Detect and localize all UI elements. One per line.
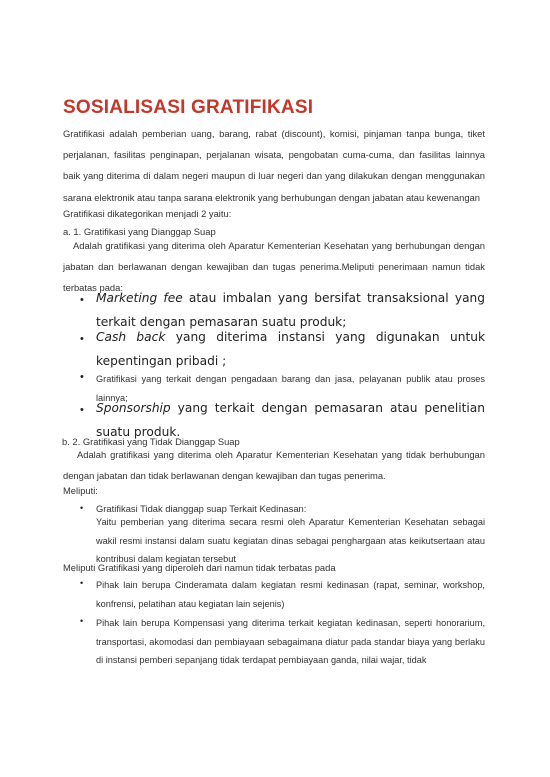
list-item bbox=[96, 576, 485, 613]
list-item-text: atau imbalan yang bersifat transaksional yang terkait dengan pemasaran suatu produk; bbox=[96, 291, 486, 329]
meliputi-label: Meliputi: bbox=[63, 485, 98, 496]
list-item-text: Gratifikasi yang terkait dengan pengadaan barang dan jasa, pelayanan publik atau proses lainnya; bbox=[96, 374, 485, 403]
categories-intro: Gratifikasi dikategorikan menjadi 2 yaitu: bbox=[63, 208, 232, 219]
bullet-icon: • bbox=[80, 503, 84, 513]
section-a-heading: a. 1. Gratifikasi yang Dianggap Suap bbox=[63, 226, 216, 237]
bullet-icon: • bbox=[80, 371, 84, 383]
section-a-description: Adalah gratifikasi yang diterima oleh Aparatur Kementerian Kesehatan yang berhubungan dengan jabatan dan berlawanan dengan kewajiban dan tugas penerima.Meliputi penerimaan namun tidak terbatas pada: bbox=[63, 240, 485, 294]
bullet-icon: • bbox=[80, 404, 84, 416]
bullet-icon: • bbox=[80, 578, 84, 588]
diperoleh-heading: Meliputi Gratifikasi yang diperoleh dari namun tidak terbatas pada bbox=[63, 562, 336, 573]
list-item-text: Pihak lain berupa Kompensasi yang diterima terkait kegiatan kedinasan, seperti honorarium, transportasi, akomodasi dan pembiayaan sebagaimana diatur pada standar biaya yang berlaku di instansi pemberi sepanjang tidak terdapat pembiayaan ganda, nilai wajar, tidak bbox=[96, 618, 485, 666]
section-b-heading: b. 2. Gratifikasi yang Tidak Dianggap Suap bbox=[62, 436, 240, 447]
bullet-icon: • bbox=[80, 333, 84, 345]
bullet-icon: • bbox=[80, 616, 84, 626]
intro-paragraph: Gratifikasi adalah pemberian uang, barang, rabat (discount), komisi, pinjaman tanpa bunga, tiket perjalanan, fasilitas penginapan, perjalanan wisata, pengobatan cuma-cuma, dan fasilitas lainnya baik yang diterima di dalam negeri maupun di luar negeri dan yang dilakukan dengan menggunakan sarana elektronik atau tanpa sarana elektronik yang berhubungan dengan jabatan atau kewenangan bbox=[63, 128, 485, 203]
kedinasan-description: Yaitu pemberian yang diterima secara resmi oleh Aparatur Kementerian Kesehatan sebagai wakil resmi instansi dalam suatu kegiatan dinas sebagai penghargaan atas keikutsertaan atau kontribusi dalam kegiatan tersebut bbox=[96, 517, 485, 565]
bullet-icon: • bbox=[80, 294, 84, 306]
list-item-text: Pihak lain berupa Cinderamata dalam kegiatan resmi kedinasan (rapat, seminar, workshop, konfrensi, pelatihan atau kegiatan lain sejenis) bbox=[96, 580, 485, 609]
list-item-term: Sponsorship bbox=[96, 401, 171, 415]
kedinasan-item: Gratifikasi Tidak dianggap suap Terkait Kedinasan: bbox=[96, 503, 307, 514]
list-item bbox=[96, 325, 485, 373]
list-item-term: Cash back bbox=[96, 330, 166, 344]
list-item bbox=[96, 614, 485, 670]
list-item-term: Marketing fee bbox=[96, 291, 183, 305]
list-item-text: yang terkait dengan pemasaran atau penelitian suatu produk. bbox=[96, 401, 485, 439]
section-b-description: Adalah gratifikasi yang diterima oleh Aparatur Kementerian Kesehatan yang tidak berhubungan dengan jabatan dan tidak berlawanan dengan kewajiban dan tugas penerima. bbox=[63, 449, 485, 482]
page-title: SOSIALISASI GRATIFIKASI bbox=[63, 97, 314, 118]
list-item-text: yang diterima instansi yang digunakan untuk kepentingan pribadi ; bbox=[96, 330, 486, 368]
